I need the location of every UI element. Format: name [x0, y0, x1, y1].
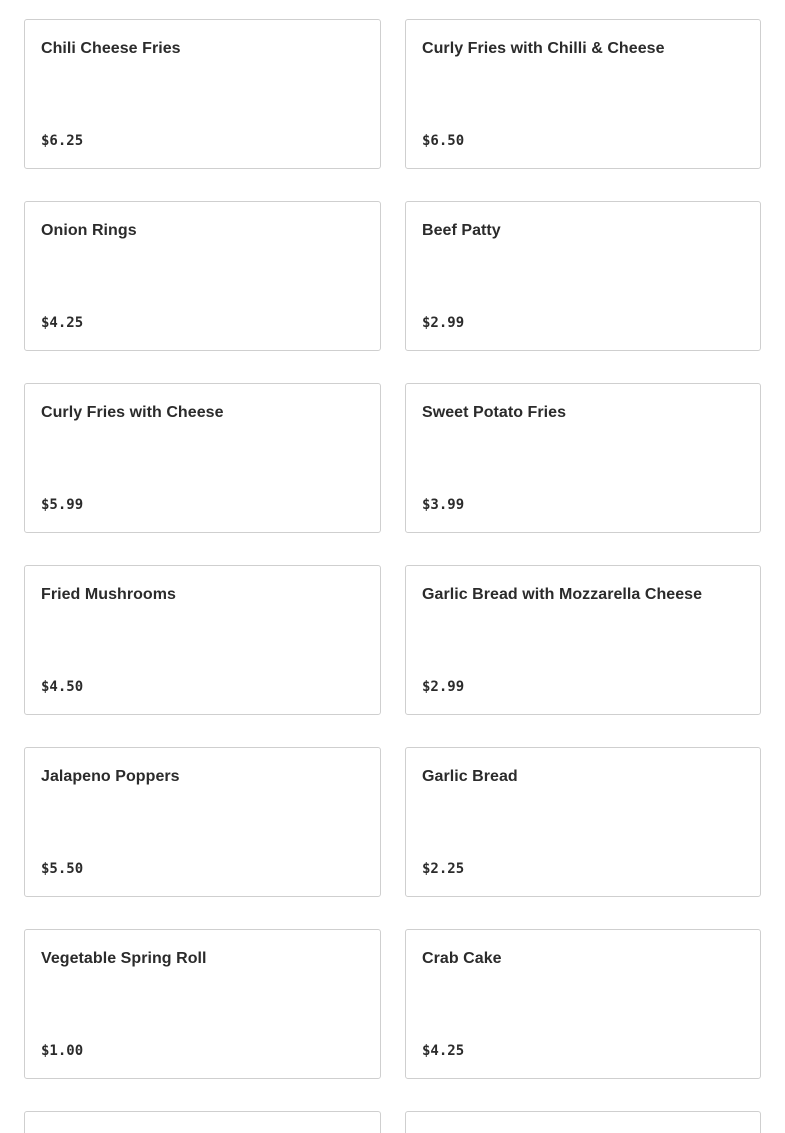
menu-item-name: Garlic Bread: [422, 768, 518, 785]
menu-item-price: $3.99: [422, 497, 465, 513]
menu-item-card[interactable]: [405, 201, 761, 351]
menu-item-grid: [24, 19, 761, 1133]
menu-item-name: Garlic Bread with Mozzarella Cheese: [422, 586, 703, 603]
menu-item-price: $4.50: [41, 679, 84, 695]
menu-item-card[interactable]: [405, 19, 761, 169]
menu-item-price: $5.99: [41, 497, 84, 513]
menu-item-card-partial[interactable]: [24, 1111, 381, 1133]
menu-item-price: $4.25: [422, 1043, 465, 1059]
menu-item-price: $2.25: [422, 861, 465, 877]
menu-item-card[interactable]: [24, 929, 381, 1079]
menu-item-name: Curly Fries with Chilli & Cheese: [422, 40, 665, 57]
menu-item-card[interactable]: [405, 747, 761, 897]
menu-item-name: Sweet Potato Fries: [422, 404, 567, 421]
menu-item-price: $1.00: [41, 1043, 84, 1059]
menu-item-price: $4.25: [41, 315, 84, 331]
menu-item-card[interactable]: [405, 565, 761, 715]
menu-item-name: Beef Patty: [422, 222, 501, 239]
menu-item-name: Vegetable Spring Roll: [41, 950, 207, 967]
menu-item-name: Chili Cheese Fries: [41, 40, 181, 57]
menu-item-card[interactable]: [24, 383, 381, 533]
menu-item-name: Curly Fries with Cheese: [41, 404, 224, 421]
menu-item-name: Fried Mushrooms: [41, 586, 176, 603]
menu-item-card[interactable]: [405, 929, 761, 1079]
menu-item-name: Onion Rings: [41, 222, 137, 239]
menu-item-name: Jalapeno Poppers: [41, 768, 180, 785]
menu-item-price: $6.50: [422, 133, 465, 149]
menu-item-price: $6.25: [41, 133, 84, 149]
menu-item-card[interactable]: [24, 19, 381, 169]
menu-item-price: $2.99: [422, 315, 465, 331]
menu-item-card[interactable]: [24, 747, 381, 897]
menu-item-price: $2.99: [422, 679, 465, 695]
menu-item-card-partial[interactable]: [405, 1111, 761, 1133]
menu-item-card[interactable]: [24, 201, 381, 351]
menu-item-card[interactable]: [405, 383, 761, 533]
menu-item-card[interactable]: [24, 565, 381, 715]
menu-item-name: Crab Cake: [422, 950, 502, 967]
menu-item-price: $5.50: [41, 861, 84, 877]
